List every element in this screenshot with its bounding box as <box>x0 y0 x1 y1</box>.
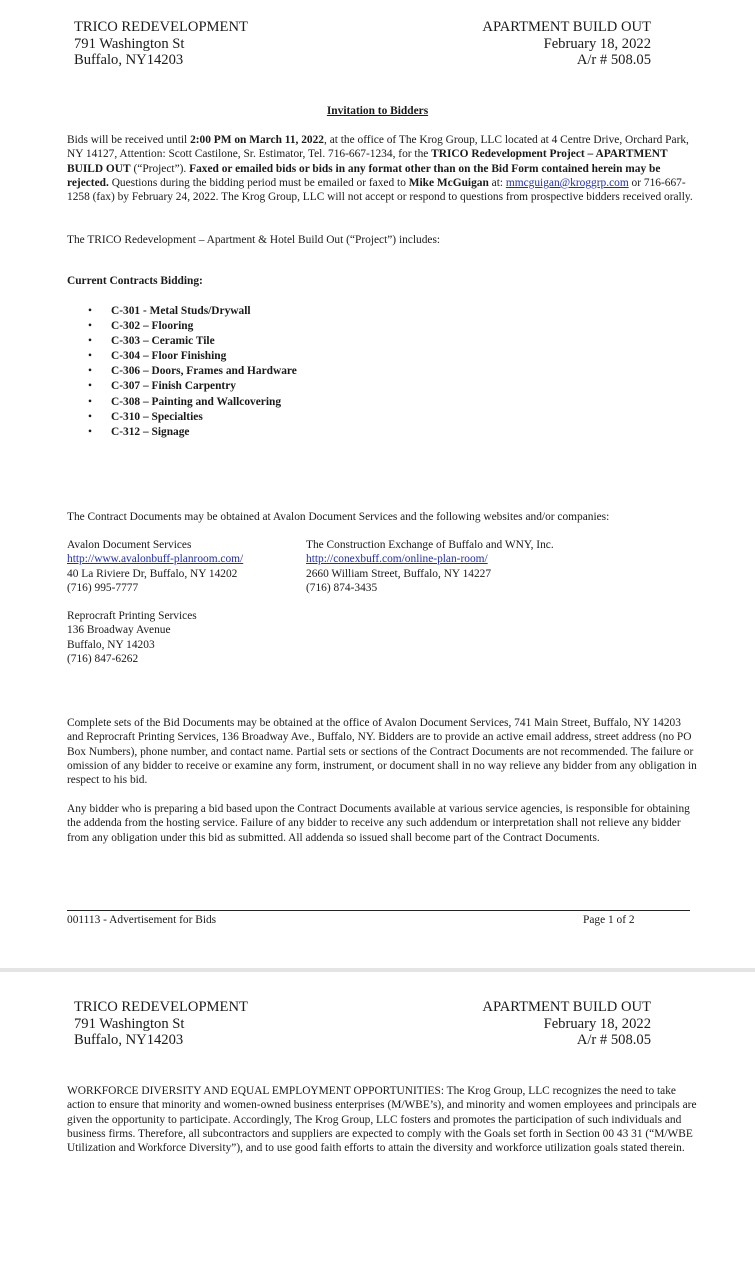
contact-name: Mike McGuigan <box>408 176 489 189</box>
company-phone: (716) 995-7777 <box>67 581 139 594</box>
obtain-text: The Contract Documents may be obtained at Avalon Document Services and the following websites and/or companies: <box>67 511 610 523</box>
complete-sets-paragraph: Complete sets of the Bid Documents may be obtained at the office of Avalon Document Services, 741 Main Street, Buffalo, NY 14203 and Reprocraft Printing Services, 136 Broadway Ave., Buffalo, NY. Bidders are to provide an active email address, street address (no PO Box Numbers), phone number, and contact name. Partial sets or sections of the Contract Documents are not recommended. The failure or omission of any bidder to receive or examine any form, instrument, or document shall in no way relieve any bidder from any obligation in respect to his bid. <box>67 717 697 787</box>
header-date: February 18, 2022 <box>543 1015 651 1032</box>
header-street: 791 Washington St <box>74 35 185 52</box>
company-reprocraft <box>67 609 197 666</box>
bid-deadline: 2:00 PM on March 11, 2022 <box>190 134 324 146</box>
intro-text-6: or 716-667-1258 (fax) by February 24, 2022. The Krog Group, LLC will not accept or respond to questions from prospective bidders received orally. <box>67 176 693 204</box>
contract-item <box>88 425 297 440</box>
contract-item <box>88 395 297 410</box>
intro-text-4: Questions during the bidding period must be emailed or faxed to <box>108 176 409 189</box>
contract-item <box>88 349 297 364</box>
bullet-icon: • <box>88 380 92 393</box>
contract-label: C-302 – Flooring <box>111 320 194 333</box>
page2-header-left <box>74 999 248 1049</box>
header-project-name: TRICO REDEVELOPMENT <box>74 999 248 1015</box>
intro-text-5: at: <box>488 176 506 189</box>
contract-label: C-308 – Painting and Wallcovering <box>111 395 282 408</box>
header-project-name: TRICO REDEVELOPMENT <box>74 19 248 35</box>
contract-label: C-310 – Specialties <box>111 410 203 423</box>
addenda-paragraph: Any bidder who is preparing a bid based upon the Contract Documents available at various service agencies, is responsible for obtaining the addenda from the hosting service. Failure of any bidder to receive any such addendum or interpretation shall not relieve any bidder from any obligation under this bid as submitted. All addenda so issued shall become part of the Contract Documents. <box>67 803 690 844</box>
includes-text: The TRICO Redevelopment – Apartment & Hotel Build Out (“Project”) includes: <box>67 234 441 246</box>
workforce-diversity-paragraph: WORKFORCE DIVERSITY AND EQUAL EMPLOYMENT OPPORTUNITIES: The Krog Group, LLC recognizes the need to take action to ensure that minority and women-owned business enterprises (M/WBE’s), and minority and women employees and principals are given the opportunity to participate. Accordingly, The Krog Group, LLC fosters and promotes the participation of such individuals and business firms. Therefore, all subcontractors and suppliers are expected to comply with the Goals set forth in Section 00 43 31 (“M/WBE Utilization and Workforce Diversity”), and to use good faith efforts to attain the diversity and workforce utilization goals stated therein. <box>67 1085 697 1155</box>
project-name: TRICO Redevelopment Project – APARTMENT BUILD OUT <box>67 148 668 175</box>
company-avalon <box>67 538 243 595</box>
footer-page-number: Page 1 of 2 <box>583 914 635 926</box>
bullet-icon: • <box>88 305 92 317</box>
company-name: Reprocraft Printing Services <box>67 610 197 622</box>
rejection-notice: Faxed or emailed bids or bids in any format other than on the Bid Form contained herein may be rejected. <box>67 162 661 189</box>
bullet-icon: • <box>88 395 92 408</box>
company-city: Buffalo, NY 14203 <box>67 638 155 651</box>
page1-header-right <box>482 19 651 69</box>
contract-item <box>88 379 297 394</box>
contract-item <box>88 304 297 319</box>
contract-item <box>88 410 297 425</box>
company-address: 136 Broadway Avenue <box>67 624 171 637</box>
header-city: Buffalo, NY14203 <box>74 52 184 68</box>
bullet-icon: • <box>88 425 92 438</box>
contract-label: C-306 – Doors, Frames and Hardware <box>111 365 297 378</box>
page2-header-right <box>482 999 651 1049</box>
contract-label: C-301 - Metal Studs/Drywall <box>111 305 251 317</box>
footer-divider <box>67 910 690 911</box>
company-url-link[interactable]: http://conexbuff.com/online-plan-room/ <box>306 553 488 566</box>
contract-item <box>88 364 297 379</box>
header-street: 791 Washington St <box>74 1015 185 1032</box>
header-ar-number: A/r # 508.05 <box>576 1032 651 1048</box>
intro-paragraph <box>67 133 699 204</box>
email-link[interactable]: mmcguigan@kroggrp.com <box>505 176 629 189</box>
header-build-title: APARTMENT BUILD OUT <box>482 19 651 35</box>
company-name: Avalon Document Services <box>67 539 192 551</box>
header-date: February 18, 2022 <box>543 35 651 52</box>
contract-item <box>88 334 297 349</box>
company-address: 2660 William Street, Buffalo, NY 14227 <box>306 567 492 580</box>
contracts-heading: Current Contracts Bidding: <box>67 275 203 287</box>
bullet-icon: • <box>88 410 92 423</box>
footer-section-label: 001113 - Advertisement for Bids <box>67 914 217 926</box>
bullet-icon: • <box>88 320 92 333</box>
contract-label: C-307 – Finish Carpentry <box>111 380 236 393</box>
company-name: The Construction Exchange of Buffalo and WNY, Inc. <box>306 539 554 551</box>
page1-header-left <box>74 19 248 69</box>
intro-text-1: Bids will be received until <box>67 134 191 146</box>
contract-item <box>88 319 297 334</box>
bullet-icon: • <box>88 365 92 378</box>
contract-label: C-304 – Floor Finishing <box>111 350 227 363</box>
company-phone: (716) 874-3435 <box>306 581 378 594</box>
header-city: Buffalo, NY14203 <box>74 1032 184 1048</box>
header-build-title: APARTMENT BUILD OUT <box>482 999 651 1015</box>
contract-label: C-312 – Signage <box>111 425 190 438</box>
contract-label: C-303 – Ceramic Tile <box>111 335 215 348</box>
company-address: 40 La Riviere Dr, Buffalo, NY 14202 <box>67 567 238 580</box>
company-url-link[interactable]: http://www.avalonbuff-planroom.com/ <box>67 553 244 566</box>
contracts-list <box>88 304 297 440</box>
intro-text-3: (“Project”). <box>130 162 190 175</box>
company-phone: (716) 847-6262 <box>67 652 139 665</box>
company-construction-exchange <box>306 538 554 595</box>
bullet-icon: • <box>88 335 92 348</box>
intro-text-2: , at the office of The Krog Group, LLC located at 4 Centre Drive, Orchard Park, NY 14127, Attention: Scott Castilone, Sr. Estimator, Tel. 716-667-1234, for the <box>67 134 689 161</box>
header-ar-number: A/r # 508.05 <box>576 52 651 68</box>
page-separator <box>0 968 755 972</box>
bullet-icon: • <box>88 350 92 363</box>
document-title: Invitation to Bidders <box>326 105 429 117</box>
